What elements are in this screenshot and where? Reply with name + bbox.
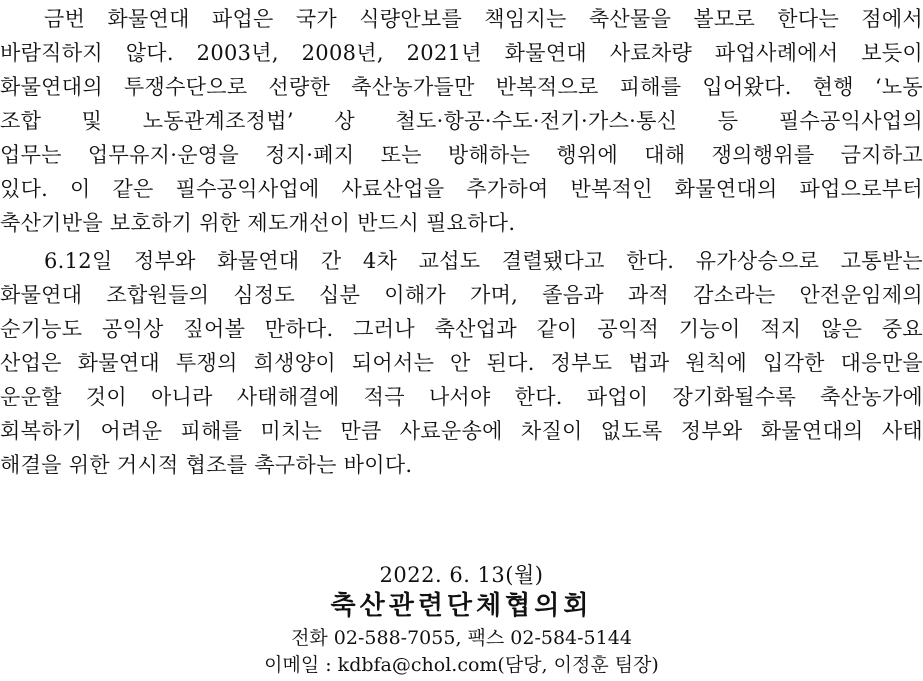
paragraph-line: 축산기반을 보호하기 위한 제도개선이 반드시 필요하다. (0, 211, 516, 235)
paragraph-line: 업무는 업무유지·운영을 정지·폐지 또는 방해하는 행위에 대해 쟁의행위를 금지하고 (0, 143, 923, 167)
contact-phone-fax: 전화 02-588-7055, 팩스 02-584-5144 (291, 627, 632, 649)
paragraph-line: 조합 및 노동관계조정법’ 상 철도·항공·수도·전기·가스·통신 등 필수공익사업의 (0, 109, 923, 133)
paragraph-line: 바람직하지 않다. 2003년, 2008년, 2021년 화물연대 사료차량 파업사례에서 보듯이 (0, 41, 923, 65)
paragraph-line: 금번 화물연대 파업은 국가 식량안보를 책임지는 축산물을 볼모로 한다는 점에서 (44, 7, 923, 31)
paragraph-line: 산업은 화물연대 투쟁의 희생양이 되어서는 안 된다. 정부도 법과 원칙에 입각한 대응만을 (0, 351, 923, 375)
organization-name: 축산관련단체협의회 (330, 591, 593, 621)
paragraph-line: 6.12일 정부와 화물연대 간 4차 교섭도 결렬됐다고 한다. 유가상승으로 고통받는 (44, 249, 923, 273)
paragraph-line: 순기능도 공익상 짚어볼 만하다. 그러나 축산업과 같이 공익적 기능이 적지 않은 중요 (0, 317, 923, 341)
paragraph-line: 해결을 위한 거시적 협조를 촉구하는 바이다. (0, 453, 413, 477)
contact-email: 이메일 : kdbfa@chol.com(담당, 이정훈 팀장) (264, 654, 659, 676)
paragraph-line: 화물연대 조합원들의 심정도 십분 이해가 가며, 졸음과 과적 감소라는 안전운임제의 (0, 283, 923, 307)
paragraph-line: 회복하기 어려운 피해를 미치는 만큼 사료운송에 차질이 없도록 정부와 화물연대의 사태 (0, 419, 923, 443)
paragraph-line: 화물연대의 투쟁수단으로 선량한 축산농가들만 반복적으로 피해를 입어왔다. 현행 ‘노동 (0, 75, 923, 99)
paragraph-line: 있다. 이 같은 필수공익사업에 사료산업을 추가하여 반복적인 화물연대의 파업으로부터 (0, 177, 923, 201)
paragraph-line: 운운할 것이 아니라 사태해결에 적극 나서야 한다. 파업이 장기화될수록 축산농가에 (0, 385, 923, 409)
statement-date: 2022. 6. 13(월) (379, 563, 544, 587)
